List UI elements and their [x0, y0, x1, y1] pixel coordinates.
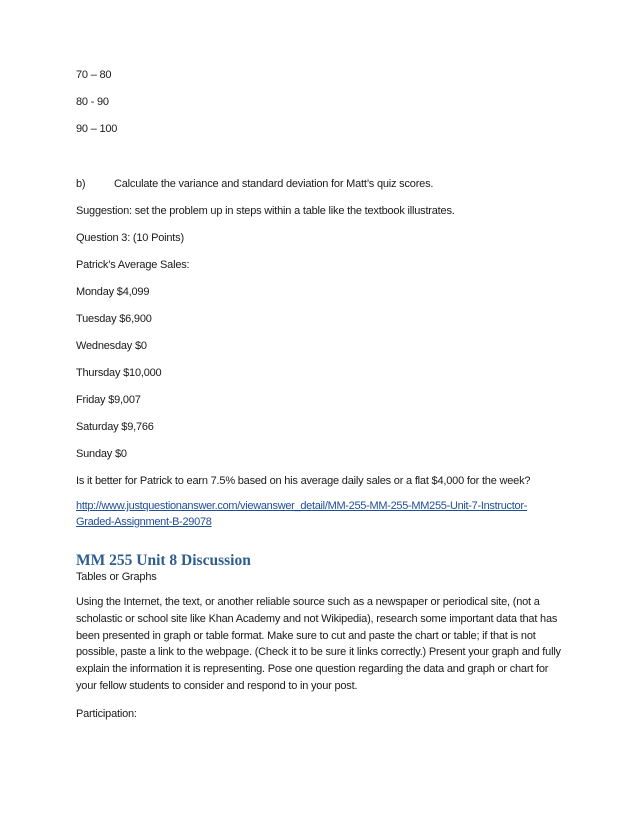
- unit8-heading: MM 255 Unit 8 Discussion: [76, 552, 251, 569]
- range-item-90-100: 90 – 100: [76, 123, 118, 135]
- paragraph-line: your fellow students to consider and respond to in your post.: [76, 679, 358, 692]
- participation-label: Participation:: [76, 707, 137, 720]
- document-page: [76, 68, 576, 721]
- unit8-paragraph: [76, 594, 576, 695]
- paragraph-line: scholastic or school site like Khan Academy and not Wikipedia), research some important data that has: [76, 612, 558, 625]
- paragraph-line: been presented in graph or table format. Make sure to cut and paste the chart or table; if that is not: [76, 629, 536, 642]
- suggestion-text: Suggestion: set the problem up in steps within a table like the textbook illustrates.: [76, 205, 455, 217]
- paragraph-line: explain the information it is representing. Pose one question regarding the data and graph or chart for: [76, 663, 549, 676]
- sales-saturday: Saturday $9,766: [76, 421, 154, 433]
- sales-friday: Friday $9,007: [76, 394, 141, 406]
- question3-subtitle: Patrick’s Average Sales:: [76, 259, 190, 271]
- sales-tuesday: Tuesday $6,900: [76, 313, 152, 325]
- sales-thursday: Thursday $10,000: [76, 367, 162, 379]
- reference-link-line1[interactable]: http://www.justquestionanswer.com/viewanswer_detail/MM-255-MM-255-MM255-Unit-7-Instructor-: [76, 500, 528, 512]
- paragraph-line: Using the Internet, the text, or another reliable source such as a newspaper or periodical site, (not a: [76, 596, 540, 608]
- range-item-70-80: 70 – 80: [76, 69, 112, 81]
- part-b-instruction: [76, 177, 576, 191]
- part-b-label: b): [76, 178, 86, 190]
- question3-prompt: Is it better for Patrick to earn 7.5% based on his average daily sales or a flat $4,000 for the week?: [76, 475, 531, 487]
- range-item-80-90: 80 - 90: [76, 96, 109, 108]
- sales-monday: Monday $4,099: [76, 286, 150, 298]
- part-b-text: Calculate the variance and standard deviation for Matt’s quiz scores.: [114, 178, 434, 190]
- unit8-subheading: Tables or Graphs: [76, 571, 157, 583]
- question3-title: Question 3: (10 Points): [76, 232, 184, 244]
- reference-link[interactable]: [76, 498, 576, 530]
- sales-wednesday: Wednesday $0: [76, 340, 147, 352]
- reference-link-line2[interactable]: Graded-Assignment-B-29078: [76, 516, 212, 528]
- sales-sunday: Sunday $0: [76, 448, 127, 460]
- paragraph-line: possible, paste a link to the webpage. (Check it to be sure it links correctly.) Present your graph and fully: [76, 646, 561, 659]
